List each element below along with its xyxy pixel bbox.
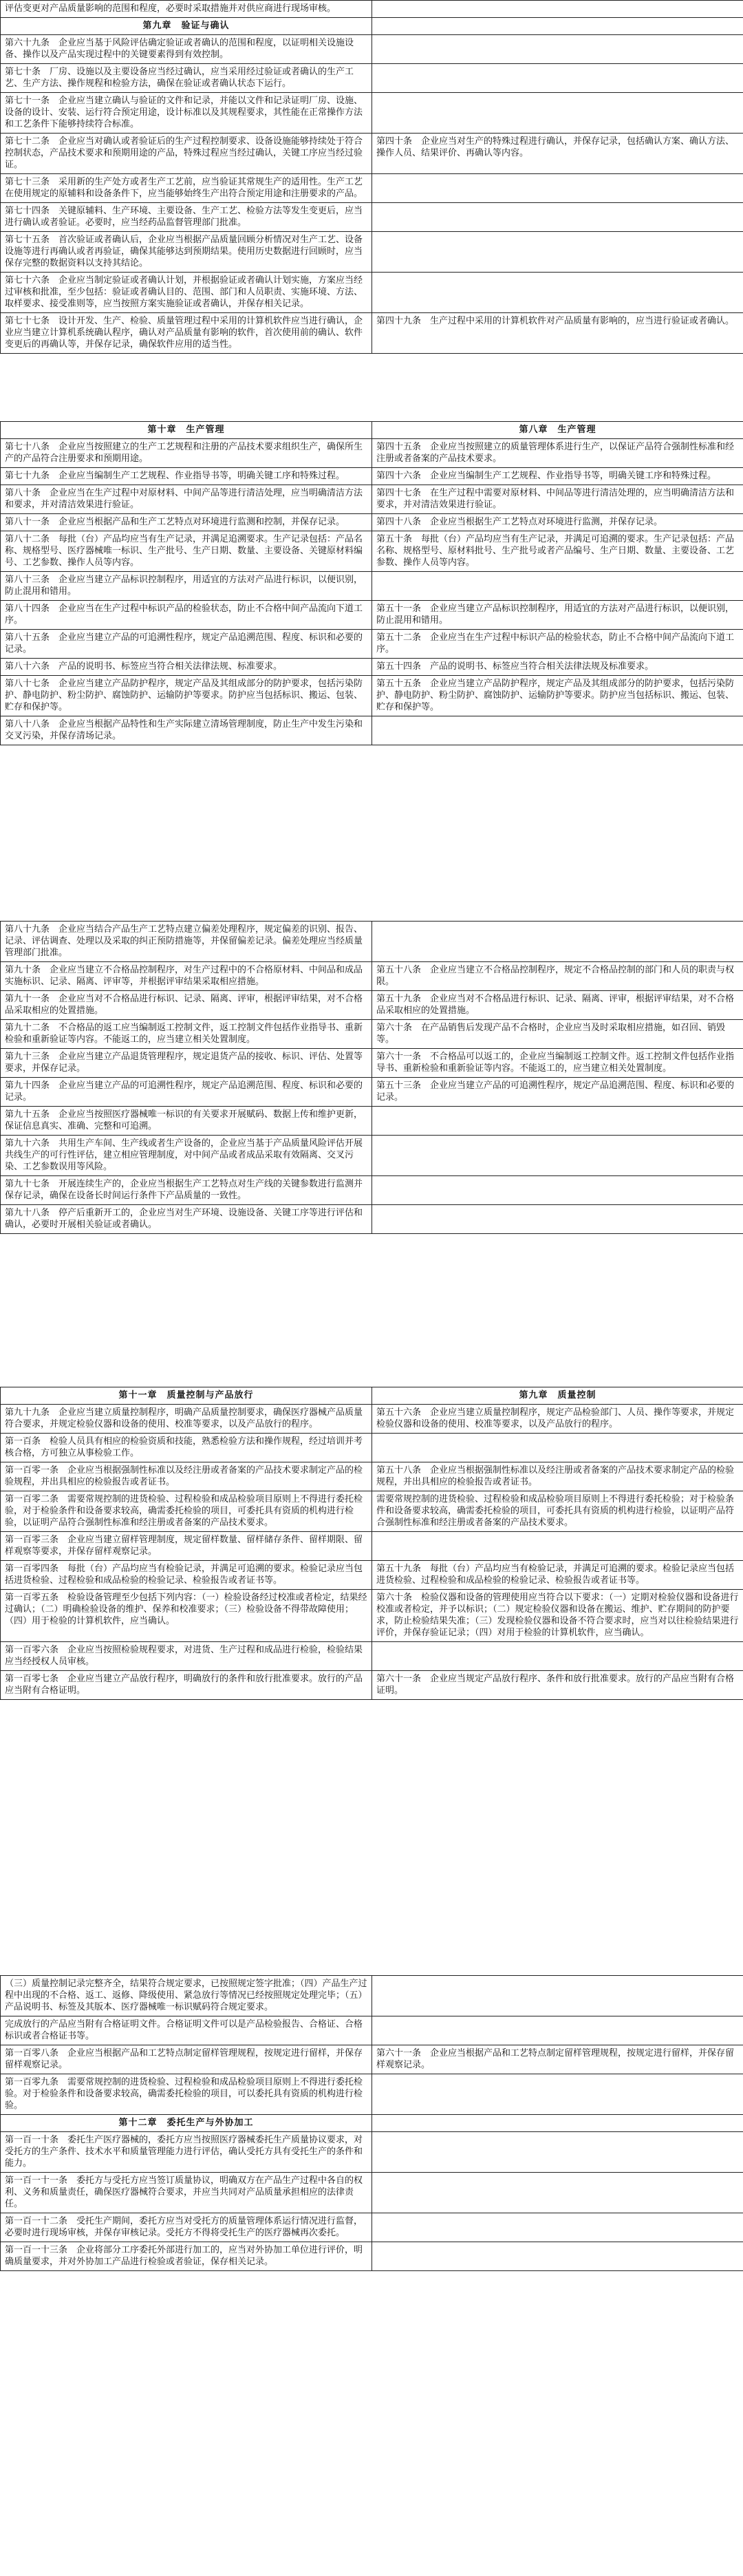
article-text-left: 第九十六条 共用生产车间、生产线或者生产设备的，企业应当基于产品质量风险评估开展共线生产的可行性评估，建立相应管理制度，对中间产品或者成品采取有效隔离、交叉污染、工艺参数误用等风险。: [1, 1136, 372, 1176]
article-row: [1, 2045, 743, 2074]
article-text-right: [372, 35, 743, 64]
article-row: [1, 64, 743, 93]
article-row: [1, 962, 743, 991]
article-text-right: 第五十六条 企业应当建立质量控制程序，规定产品检验部门、人员、操作等要求，并规定检验仪器和设备的使用、校准等要求，以及产品放行的程序。: [372, 1405, 743, 1434]
article-text-right: 第四十条 企业应当对生产的特殊过程进行确认，并保存记录，包括确认方案、确认方法、操作人员、结果评价、再确认等内容。: [372, 134, 743, 174]
article-text-left: 第八十七条 企业应当建立产品防护程序，规定产品及其组成部分的防护要求，包括污染防护、静电防护、粉尘防护、腐蚀防护、运输防护等要求。防护应当包括标识、搬运、包装、贮存和保护等。: [1, 676, 372, 716]
article-row: [1, 2132, 743, 2173]
article-row: [1, 1136, 743, 1176]
article-text-left: 第九十三条 企业应当建立产品退货管理程序，规定退货产品的接收、标识、评估、处置等要求，并保存记录。: [1, 1049, 372, 1078]
article-text-left: 第八十三条 企业应当建立产品标识控制程序，用适宜的方法对产品进行标识，以便识别，防止混用和错用。: [1, 572, 372, 601]
article-text-left: 第一百零五条 检验设备管理至少包括下列内容：（一）检验设备经过校准或者检定，结果经过确认；（二）明确检验设备的维护、保养和校准要求；（三）检验设备不得带故障使用；（四）用于检验的计算机软件，应当确认。: [1, 1590, 372, 1642]
article-row: [1, 1405, 743, 1434]
article-row: [1, 716, 743, 745]
article-row: [1, 1107, 743, 1136]
article-text-left: 第一百零四条 每批（台）产品均应当有检验记录，并满足可追溯的要求。检验记录应当包括进货检验、过程检验和成品检验的检验记录、检验报告或者证书等。: [1, 1561, 372, 1590]
article-text-right: [372, 273, 743, 313]
article-row: [1, 485, 743, 514]
article-text-left: 第七十五条 首次验证或者确认后，企业应当根据产品质量回顾分析情况对生产工艺、设备设施等进行再确认或者再验证，确保其能够达到预期结果。使用历史数据进行回顾时，应当保存完整的数据资料以支持其结论。: [1, 232, 372, 273]
comparison-table: [0, 421, 743, 745]
segment-2: [0, 421, 743, 745]
article-text-right: [372, 572, 743, 601]
article-text-right: 第五十一条 企业应当建立产品标识控制程序，用适宜的方法对产品进行标识，以便识别，防止混用和错用。: [372, 601, 743, 630]
article-text-right: [372, 1205, 743, 1234]
article-row: [1, 572, 743, 601]
article-row: [1, 1462, 743, 1491]
article-text-right: [372, 2242, 743, 2271]
article-text-right: 第五十九条 每批（台）产品均应当有检验记录，并满足可追溯的要求。检验记录应当包括进货检验、过程检验和成品检验的检验记录、检验报告或者证书等。: [372, 1561, 743, 1590]
article-text-right: [372, 64, 743, 93]
article-text-left: 第一百零九条 需要常规控制的进货检验、过程检验和成品检验项目原则上不得进行委托检验。对于检验条件和设备要求较高，确需委托检验的项目，可以委托具有资质的机构进行检验。: [1, 2074, 372, 2115]
article-text-right: 第六十条 检验仪器和设备的管理使用应当符合以下要求：（一）定期对检验仪器和设备进行校准或者检定，并予以标识；（二）规定检验仪器和设备在搬运、维护、贮存期间的防护要求，防止检验结果失准；（三）发现检验仪器和设备不符合要求时，应当对以往检验结果进行评价，并保存验证记录；（四）对用于检验的计算机软件，应当确认。: [372, 1590, 743, 1642]
article-text-right: [372, 1136, 743, 1176]
article-row: [1, 1176, 743, 1205]
article-row: [1, 1, 743, 18]
article-text-left: 第一百零一条 企业应当根据强制性标准以及经注册或者备案的产品技术要求制定产品的检验规程，并出具相应的检验报告或者证书。: [1, 1462, 372, 1491]
article-text-left: 第一百零二条 需要常规控制的进货检验、过程检验和成品检验项目原则上不得进行委托检验，对于检验条件和设备要求较高，确需委托检验的项目，可委托具有资质的机构进行检验，以证明产品符合强制性标准和经注册或者备案的产品技术要求。: [1, 1491, 372, 1532]
article-row: [1, 1590, 743, 1642]
article-text-right: 第五十八条 企业应当根据强制性标准以及经注册或者备案的产品技术要求制定产品的检验规程，并出具相应的检验报告或者证书。: [372, 1462, 743, 1491]
article-text-left: 第七十一条 企业应当建立确认与验证的文件和记录，并能以文件和记录证明厂房、设施、设备的设计、安装、运行符合预定用途，设计标准以及其规程要求，其性能在正常操作方法和工艺条件下能够持续符合标准。: [1, 93, 372, 134]
article-text-right: [372, 2016, 743, 2045]
article-text-left: 第七十六条 企业应当制定验证或者确认计划，并根据验证或者确认计划实施，方案应当经过审核和批准，至少包括：验证或者确认目的、范围、部门和人员职责、实施环境、方法、取样要求、接受准则等，应当按照方案实施验证或者确认，并保存相关记录。: [1, 273, 372, 313]
article-text-left: （三）质量控制记录完整齐全，结果符合规定要求，已按照规定签字批准；（四）产品生产过程中出现的不合格、返工、返修、降级使用、紧急放行等情况已经按照规定处理完毕；（五）产品说明书、标签及其版本、医疗器械唯一标识赋码符合规定要求。: [1, 1976, 372, 2016]
article-row: [1, 1976, 743, 2016]
chapter-title-left: 第十一章 质量控制与产品放行: [1, 1387, 372, 1405]
article-row: [1, 273, 743, 313]
article-text-right: [372, 2213, 743, 2242]
chapter-header-row: [1, 18, 743, 35]
article-row: [1, 2242, 743, 2271]
article-row: [1, 468, 743, 485]
article-row: [1, 203, 743, 232]
article-row: [1, 2173, 743, 2213]
article-text-right: 第五十三条 企业应当建立产品的可追溯性程序，规定产品追溯范围、程度、标识和必要的记录。: [372, 1078, 743, 1107]
article-text-right: [372, 1176, 743, 1205]
article-text-left: 第九十一条 企业应当对不合格品进行标识、记录、隔离、评审，根据评审结果，对不合格品采取相应的处置措施。: [1, 991, 372, 1020]
segment-3: [0, 921, 743, 1234]
article-text-left: 第一百一十三条 企业将部分工序委托外部进行加工的，应当对外协加工单位进行评价，明确质量要求，并对外协加工产品进行检验或者验证，保存相关记录。: [1, 2242, 372, 2271]
chapter-title-left: 第九章 验证与确认: [1, 18, 372, 35]
article-text-right: [372, 2173, 743, 2213]
article-text-right: [372, 2074, 743, 2115]
chapter-title-left: 第十二章 委托生产与外协加工: [1, 2115, 372, 2132]
article-text-left: 第七十条 厂房、设施以及主要设备应当经过确认，应当采用经过验证或者确认的生产工艺、生产方法、操作规程和检验方法，确保在验证或者确认状态下运行。: [1, 64, 372, 93]
article-text-right: 第四十八条 企业应当根据生产工艺特点对环境进行监测，并保存记录。: [372, 514, 743, 531]
article-text-right: [372, 1976, 743, 2016]
article-text-right: 第六十一条 企业应当根据产品和工艺特点制定留样管理规程，按规定进行留样，并保存留样观察记录。: [372, 2045, 743, 2074]
article-text-right: 第四十六条 企业应当编制生产工艺规程、作业指导书等，明确关键工序和特殊过程。: [372, 468, 743, 485]
article-row: [1, 2016, 743, 2045]
chapter-title-left: 第十章 生产管理: [1, 422, 372, 439]
comparison-table: [0, 921, 743, 1234]
article-text-left: 第九十条 企业应当建立不合格品控制程序，对生产过程中的不合格原材料、中间品和成品实施标识、记录、隔离、评审等，并根据评审结果采取相应措施。: [1, 962, 372, 991]
chapter-title-right: 第八章 生产管理: [372, 422, 743, 439]
article-text-left: 第一百条 检验人员具有相应的检验资质和技能，熟悉检验方法和操作规程，经过培训并考核合格，方可独立从事检验工作。: [1, 1434, 372, 1462]
article-text-right: [372, 716, 743, 745]
article-text-left: 第九十九条 企业应当建立质量控制程序，明确产品质量控制要求，确保医疗器械产品质量符合要求，并规定检验仪器和设备的使用、校准等要求，以及产品放行的程序。: [1, 1405, 372, 1434]
article-text-left: 第七十七条 设计开发、生产、检验、质量管理过程中采用的计算机软件应当进行确认，企业应当建立计算机系统确认程序，确认对产品质量有影响的软件，首次使用前的确认、软件变更后的再确认等，并保存记录，确保软件应用的适当性。: [1, 313, 372, 354]
article-text-right: [372, 232, 743, 273]
article-text-right: 第六十一条 不合格品可以返工的，企业应当编制返工控制文件。返工控制文件包括作业指导书、重新检验和重新验证等内容。不能返工的，应当建立相关处置制度。: [372, 1049, 743, 1078]
article-text-right: [372, 1, 743, 18]
article-text-right: 第五十五条 企业应当建立产品防护程序，规定产品及其组成部分的防护要求，包括污染防护、静电防护、粉尘防护、腐蚀防护、运输防护等要求。防护应当包括标识、搬运、包装、贮存和保护等。: [372, 676, 743, 716]
article-row: [1, 1049, 743, 1078]
article-text-right: [372, 1434, 743, 1462]
article-row: [1, 134, 743, 174]
comparison-table: [0, 1975, 743, 2271]
article-row: [1, 439, 743, 468]
article-text-right: 第五十九条 企业应当对不合格品进行标识、记录、隔离、评审，根据评审结果，对不合格品采取相应的处置措施。: [372, 991, 743, 1020]
article-row: [1, 2074, 743, 2115]
chapter-header-row: [1, 2115, 743, 2132]
article-text-right: [372, 1642, 743, 1671]
article-row: [1, 1078, 743, 1107]
article-text-right: 第四十七条 在生产过程中需要对原材料、中间品等进行清洁处理的，应当明确清洁方法和要求，并对清洁效果进行验证。: [372, 485, 743, 514]
article-text-right: 第五十四条 产品的说明书、标签应当符合相关法律法规及标准要求。: [372, 659, 743, 676]
article-row: [1, 1642, 743, 1671]
article-row: [1, 1532, 743, 1561]
article-text-left: 第九十八条 停产后重新开工的，企业应当对生产环境、设施设备、关键工序等进行评估和确认，必要时开展相关验证或者确认。: [1, 1205, 372, 1234]
article-text-left: 第九十四条 企业应当建立产品的可追溯性程序，规定产品追溯范围、程度、标识和必要的记录。: [1, 1078, 372, 1107]
chapter-title-right: [372, 2115, 743, 2132]
article-text-right: [372, 1532, 743, 1561]
article-text-left: 第七十四条 关键原辅料、生产环境、主要设备、生产工艺、检验方法等发生变更后，应当进行确认或者验证。必要时，应当经药品监督管理部门批准。: [1, 203, 372, 232]
article-row: [1, 1561, 743, 1590]
article-text-left: 完成放行的产品应当附有合格证明文件。合格证明文件可以是产品检验报告、合格证、合格标识或者合格证书等。: [1, 2016, 372, 2045]
article-row: [1, 1671, 743, 1700]
article-text-left: 评估变更对产品质量影响的范围和程度，必要时采取措施并对供应商进行现场审核。: [1, 1, 372, 18]
article-text-right: [372, 1107, 743, 1136]
article-row: [1, 1020, 743, 1049]
article-row: [1, 922, 743, 962]
article-text-right: 第四十九条 生产过程中采用的计算机软件对产品质量有影响的，应当进行验证或者确认。: [372, 313, 743, 354]
article-row: [1, 601, 743, 630]
article-text-left: 第九十二条 不合格品的返工应当编制返工控制文件，返工控制文件包括作业指导书、重新检验和重新验证等内容。不能返工的，应当建立相关处置制度。: [1, 1020, 372, 1049]
article-text-left: 第八十五条 企业应当建立产品的可追溯性程序，规定产品追溯范围、程度、标识和必要的记录。: [1, 630, 372, 659]
article-text-left: 第八十四条 企业应当在生产过程中标识产品的检验状态，防止不合格中间产品流向下道工序。: [1, 601, 372, 630]
segment-4: [0, 1387, 743, 1700]
segment-1: [0, 0, 743, 354]
segment-5: [0, 1975, 743, 2271]
article-text-left: 第七十二条 企业应当对确认或者验证后的生产过程控制要求、设备设施能够持续处于符合控制状态，产品技术要求和预期用途的产品，特殊过程应当经过确认，关键工序应当经过验证。: [1, 134, 372, 174]
article-text-right: [372, 2132, 743, 2173]
article-text-left: 第一百一十二条 受托生产期间，委托方应当对受托方的质量管理体系运行情况进行监督，必要时进行现场审核，并保存审核记录。受托方不得将受托生产的医疗器械再次委托。: [1, 2213, 372, 2242]
article-row: [1, 991, 743, 1020]
article-text-right: 第四十五条 企业应当按照建立的质量管理体系进行生产，以保证产品符合强制性标准和经注册或者备案的产品技术要求。: [372, 439, 743, 468]
chapter-title-right: 第九章 质量控制: [372, 1387, 743, 1405]
article-text-left: 第九十五条 企业应当按照医疗器械唯一标识的有关要求开展赋码、数据上传和维护更新，保证信息真实、准确、完整和可追溯。: [1, 1107, 372, 1136]
article-row: [1, 514, 743, 531]
article-text-left: 第九十七条 开展连续生产的，企业应当根据生产工艺特点对生产线的关键参数进行监测并保存记录，确保在设备长时间运行条件下产品质量的一致性。: [1, 1176, 372, 1205]
article-row: [1, 676, 743, 716]
chapter-header-row: [1, 1387, 743, 1405]
article-row: [1, 1205, 743, 1234]
article-text-left: 第一百一十条 委托生产医疗器械的，委托方应当按照医疗器械委托生产质量协议要求，对受托方的生产条件、技术水平和质量管理能力进行评估，确认受托方具有受托生产的条件和能力。: [1, 2132, 372, 2173]
article-row: [1, 232, 743, 273]
article-text-left: 第六十九条 企业应当基于风险评估确定验证或者确认的范围和程度，以证明相关设施设备、操作以及产品实现过程中的关键要素得到有效控制。: [1, 35, 372, 64]
article-text-left: 第一百零三条 企业应当建立留样管理制度，规定留样数量、留样储存条件、留样期限、留样观察等要求，并保存留样观察记录。: [1, 1532, 372, 1561]
article-text-left: 第八十条 企业应当在生产过程中对原材料、中间产品等进行清洁处理，应当明确清洁方法和要求，并对清洁效果进行验证。: [1, 485, 372, 514]
article-text-left: 第一百零八条 企业应当根据产品和工艺特点制定留样管理规程，按规定进行留样，并保存留样观察记录。: [1, 2045, 372, 2074]
article-text-right: 第五十二条 企业应当在生产过程中标识产品的检验状态，防止不合格中间产品流向下道工序。: [372, 630, 743, 659]
chapter-title-right: [372, 18, 743, 35]
article-text-left: 第一百零七条 企业应当建立产品放行程序，明确放行的条件和放行批准要求。放行的产品应当附有合格证明。: [1, 1671, 372, 1700]
article-row: [1, 35, 743, 64]
article-text-right: 第五十条 每批（台）产品均应当有生产记录，并满足可追溯的要求。生产记录包括：产品名称、规格型号、原材料批号、生产批号或者产品编号、生产日期、数量、主要设备、工艺参数、操作人员等内容。: [372, 531, 743, 572]
article-row: [1, 659, 743, 676]
comparison-table: [0, 1387, 743, 1700]
article-text-left: 第八十九条 企业应当结合产品生产工艺特点建立偏差处理程序，规定偏差的识别、报告、记录、评估调查、处理以及采取的纠正预防措施等，并保留偏差记录。偏差处理应当经质量管理部门批准。: [1, 922, 372, 962]
article-row: [1, 531, 743, 572]
article-text-right: 第六十条 在产品销售后发现产品不合格时，企业应当及时采取相应措施，如召回、销毁等。: [372, 1020, 743, 1049]
article-row: [1, 2213, 743, 2242]
article-text-right: [372, 203, 743, 232]
article-text-left: 第一百一十一条 委托方与受托方应当签订质量协议，明确双方在产品生产过程中各自的权利、义务和质量责任，确保医疗器械符合要求，并应当共同对产品质量承担相应的法律责任。: [1, 2173, 372, 2213]
article-row: [1, 313, 743, 354]
article-text-left: 第七十三条 采用新的生产处方或者生产工艺前，应当验证其常规生产的适用性。生产工艺在使用规定的原辅料和设备条件下，应当能够始终生产出符合预定用途和注册要求的产品。: [1, 174, 372, 203]
article-row: [1, 93, 743, 134]
article-row: [1, 1491, 743, 1532]
article-text-left: 第八十一条 企业应当根据产品和生产工艺特点对环境进行监测和控制，并保存记录。: [1, 514, 372, 531]
chapter-header-row: [1, 422, 743, 439]
article-text-right: [372, 922, 743, 962]
article-text-left: 第八十六条 产品的说明书、标签应当符合相关法律法规、标准要求。: [1, 659, 372, 676]
article-row: [1, 1434, 743, 1462]
article-text-right: [372, 174, 743, 203]
article-text-left: 第八十二条 每批（台）产品均应当有生产记录，并满足追溯要求。生产记录包括：产品名称、规格型号、医疗器械唯一标识、生产批号、生产日期、数量、主要设备、关键原材料编号、工艺参数、操作人员等内容。: [1, 531, 372, 572]
article-text-left: 第七十九条 企业应当编制生产工艺规程、作业指导书等，明确关键工序和特殊过程。: [1, 468, 372, 485]
article-text-left: 第一百零六条 企业应当按照检验规程要求，对进货、生产过程和成品进行检验，检验结果应当经授权人员审核。: [1, 1642, 372, 1671]
article-text-right: 第五十八条 企业应当建立不合格品控制程序，规定不合格品控制的部门和人员的职责与权限。: [372, 962, 743, 991]
article-row: [1, 630, 743, 659]
comparison-table: [0, 0, 743, 354]
article-text-right: 第六十一条 企业应当规定产品放行程序、条件和放行批准要求。放行的产品应当附有合格证明。: [372, 1671, 743, 1700]
article-text-right: [372, 93, 743, 134]
article-text-right: 需要常规控制的进货检验、过程检验和成品检验项目原则上不得进行委托检验；对于检验条件和设备要求较高，确需委托检验的项目，可委托具有资质的机构进行检验，以证明产品符合强制性标准和经注册或者备案的产品技术要求。: [372, 1491, 743, 1532]
article-text-left: 第七十八条 企业应当按照建立的生产工艺规程和注册的产品技术要求组织生产，确保所生产的产品符合注册要求和预期用途。: [1, 439, 372, 468]
article-row: [1, 174, 743, 203]
article-text-left: 第八十八条 企业应当根据产品特性和生产实际建立清场管理制度，防止生产中发生污染和交叉污染，并保存清场记录。: [1, 716, 372, 745]
